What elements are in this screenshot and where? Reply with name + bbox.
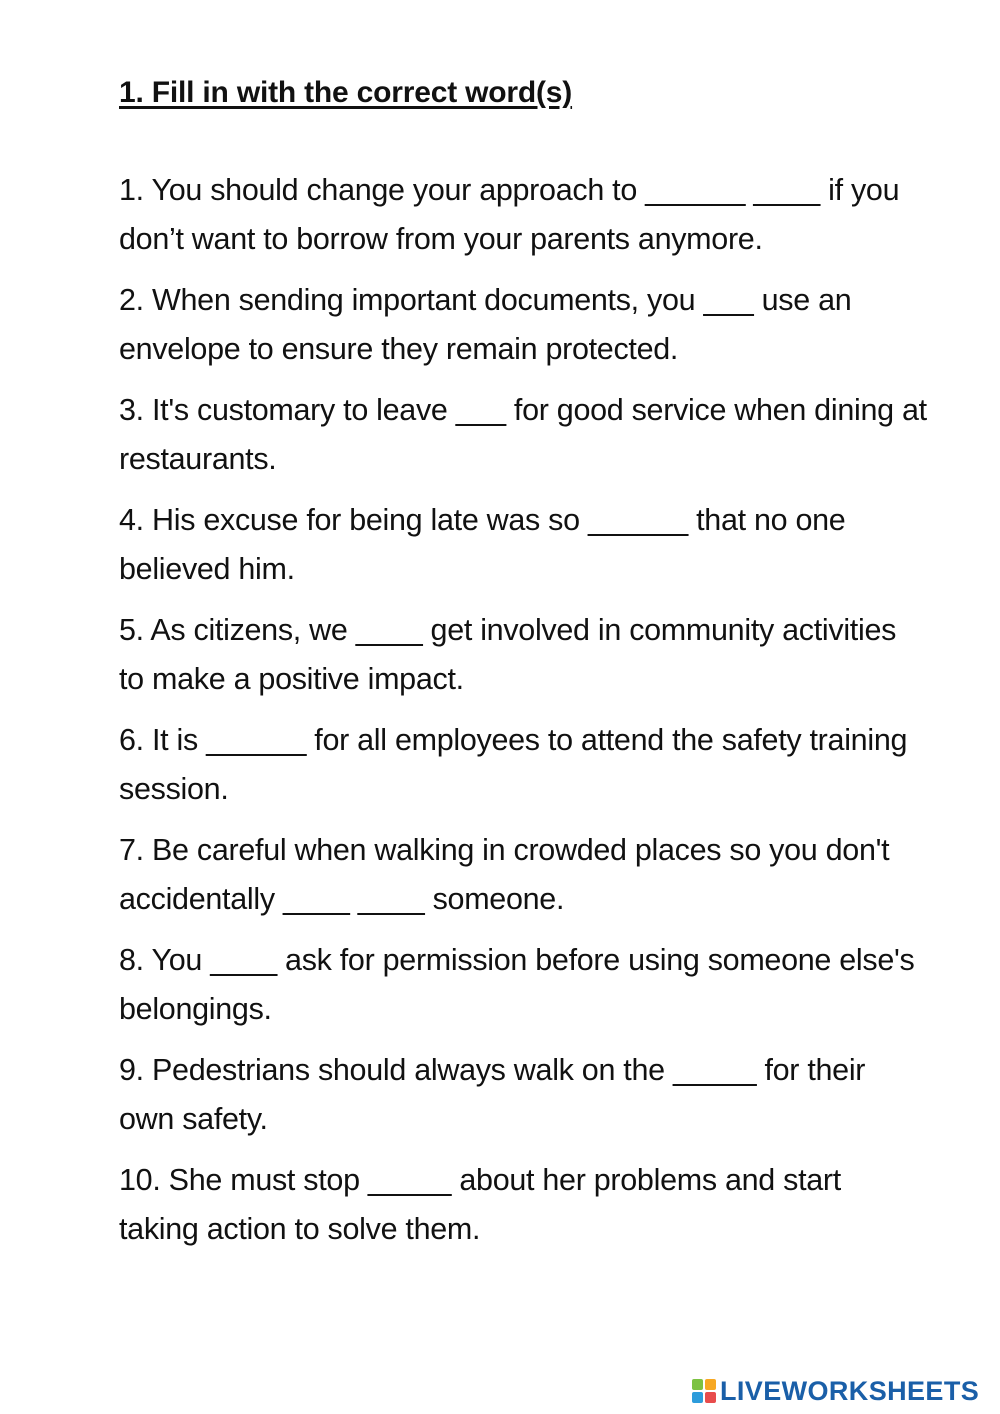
question-item: 1. You should change your approach to ______ ____ if you don’t want to borrow from your parents anymore. — [119, 173, 900, 256]
question-list — [119, 166, 927, 1266]
logo-text: LIVEWORKSHEETS — [720, 1375, 980, 1406]
worksheet-title: 1. Fill in with the correct word(s) — [119, 76, 573, 109]
question-item: 9. Pedestrians should always walk on the _____ for their own safety. — [119, 1053, 866, 1136]
liveworksheets-logo-icon — [692, 1379, 716, 1403]
question-item: 6. It is ______ for all employees to attend the safety training session. — [119, 723, 908, 806]
question-item: 5. As citizens, we ____ get involved in community activities to make a positive impact. — [119, 613, 897, 696]
question-item: 4. His excuse for being late was so ______ that no one believed him. — [119, 503, 846, 586]
question-item: 2. When sending important documents, you ___ use an envelope to ensure they remain protected. — [119, 283, 852, 366]
question-item: 3. It's customary to leave ___ for good service when dining at restaurants. — [119, 393, 927, 476]
question-item: 7. Be careful when walking in crowded places so you don't accidentally ____ ____ someone. — [119, 833, 890, 916]
liveworksheets-logo — [692, 1372, 979, 1410]
question-item: 8. You ____ ask for permission before using someone else's belongings. — [119, 943, 915, 1026]
question-item: 10. She must stop _____ about her problems and start taking action to solve them. — [119, 1163, 841, 1246]
